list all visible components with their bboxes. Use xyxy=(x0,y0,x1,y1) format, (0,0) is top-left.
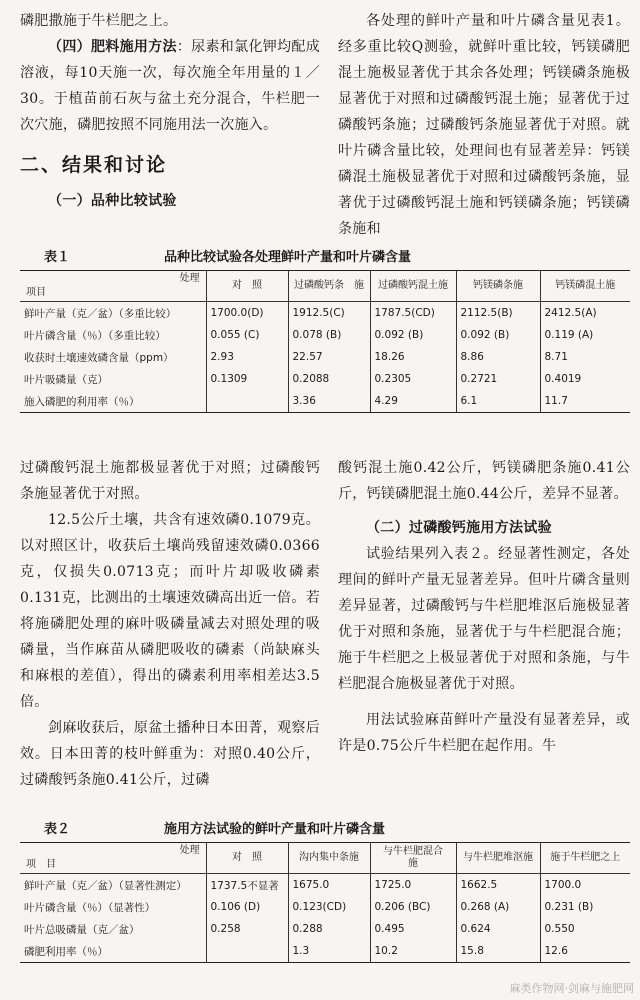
table-cell: 2112.5(B) xyxy=(456,302,540,325)
table-header-row xyxy=(20,843,630,874)
table-header-row xyxy=(20,271,630,302)
table-row xyxy=(20,390,630,413)
column-header: 与牛栏肥堆沤施 xyxy=(456,843,540,874)
table-cell: 1725.0 xyxy=(370,874,456,897)
table-row xyxy=(20,324,630,346)
table-cell: 0.206 (BC) xyxy=(370,896,456,918)
table-cell: 0.258 xyxy=(206,918,288,940)
table-cell: 0.4019 xyxy=(540,368,630,390)
table-cell: 0.119 (A) xyxy=(540,324,630,346)
table-cell xyxy=(206,940,288,963)
table-cell: 1675.0 xyxy=(288,874,370,897)
text-column-right-bottom xyxy=(338,455,630,759)
table-cell: 0.268 (A) xyxy=(456,896,540,918)
column-header: 过磷酸钙混土施 xyxy=(370,271,456,302)
table1-title: 品种比较试验各处理鲜叶产量和叶片磷含量 xyxy=(164,250,412,265)
row-label: 收获时土壤速效磷含量（ppm） xyxy=(24,351,174,364)
section-heading: 二、结果和讨论 xyxy=(20,154,168,176)
table-row xyxy=(20,346,630,368)
table-cell: 18.26 xyxy=(370,346,456,368)
table-cell: 1737.5不显著 xyxy=(206,874,288,897)
table-cell: 15.8 xyxy=(456,940,540,963)
table-cell: 8.71 xyxy=(540,346,630,368)
paragraph: 过磷酸钙混土施都极显著优于对照；过磷酸钙条施显著优于对照。 xyxy=(20,460,320,502)
column-header: 过磷酸钙条 施 xyxy=(288,271,370,302)
row-label: 叶片磷含量（％）（多重比较） xyxy=(24,329,166,342)
paragraph-fertilizer-method xyxy=(20,34,320,138)
column-header: 沟内集中条施 xyxy=(288,843,370,874)
row-label: 叶片吸磷量（克） xyxy=(24,373,108,386)
table-cell: 2.93 xyxy=(206,346,288,368)
table-cell: 22.57 xyxy=(288,346,370,368)
table-cell: 1700.0 xyxy=(540,874,630,897)
table-cell: 0.123(CD) xyxy=(288,896,370,918)
table-cell: 0.092 (B) xyxy=(370,324,456,346)
table-row xyxy=(20,368,630,390)
table1-number: 表１ xyxy=(44,250,71,265)
table-row xyxy=(20,940,630,963)
table-cell: 0.055 (C) xyxy=(206,324,288,346)
table-cell: 0.078 (B) xyxy=(288,324,370,346)
table1 xyxy=(20,270,630,413)
text-column-right-top xyxy=(338,8,630,242)
table-cell: 0.2721 xyxy=(456,368,540,390)
column-header: 施于牛栏肥之上 xyxy=(540,843,630,874)
column-header: 与牛栏肥混合 施 xyxy=(370,843,456,874)
table-cell: 4.29 xyxy=(370,390,456,413)
table-row xyxy=(20,874,630,897)
row-label: 叶片磷含量（％）（显著性） xyxy=(24,901,156,914)
table-cell: 0.2305 xyxy=(370,368,456,390)
table-cell: 8.86 xyxy=(456,346,540,368)
column-header: 钙镁磷条施 xyxy=(456,271,540,302)
text-column-left-top xyxy=(20,8,320,214)
subsection-heading: （一）品种比较试验 xyxy=(48,193,177,209)
row-label: 磷肥利用率（％） xyxy=(24,945,108,958)
table-cell: 0.092 (B) xyxy=(456,324,540,346)
watermark: 麻类作物网·剑麻与施肥网 xyxy=(509,982,634,995)
table-cell xyxy=(206,390,288,413)
row-label: 叶片总吸磷量（克／盆） xyxy=(24,923,140,936)
row-label: 鲜叶产量（克／盆）（多重比较） xyxy=(24,307,177,320)
table2-caption xyxy=(44,818,634,837)
paragraph: 各处理的鲜叶产量和叶片磷含量见表1。经多重比较Q测验，就鲜叶重比较，钙镁磷肥混土施极显著优于其余各处理；钙镁磷条施极显著优于对照和过磷酸钙混土施；显著优于过磷酸钙条施；过磷酸钙条施显著优于对照。就叶片磷含量比较，处理间也有显著差异：钙镁磷混土施极显著优于对照和过磷酸钙条施，显著优于过磷酸钙混土施和钙镁磷条施；钙镁磷条施和 xyxy=(338,13,630,237)
table-cell: 1.3 xyxy=(288,940,370,963)
table-cell: 0.550 xyxy=(540,918,630,940)
row-label: 鲜叶产量（克／盆）（显著性测定） xyxy=(24,879,187,892)
table2-title: 施用方法试验的鲜叶产量和叶片磷含量 xyxy=(164,822,386,837)
table-cell: 1912.5(C) xyxy=(288,302,370,325)
table-corner-cell: 处理 项目 xyxy=(20,271,206,302)
table-row xyxy=(20,302,630,325)
table-cell: 0.106 (D) xyxy=(206,896,288,918)
table-row xyxy=(20,896,630,918)
table-cell: 0.2088 xyxy=(288,368,370,390)
table-cell: 1787.5(CD) xyxy=(370,302,456,325)
paragraph: 剑麻收获后，原盆土播种日本田菁，观察后效。日本田菁的枝叶鲜重为：对照0.40公斤，过磷酸钙条施0.41公斤，过磷 xyxy=(20,720,320,788)
paragraph: 试验结果列入表２。经显著性测定，各处理间的鲜叶产量无显著差异。但叶片磷含量则差异显著，过磷酸钙与牛栏肥堆沤后施极显著优于对照和条施，显著优于与牛栏肥混合施；施于牛栏肥之上极显著优于对照和条施，与牛栏肥混合施极显著优于对照。 xyxy=(338,546,630,692)
table-cell: 0.495 xyxy=(370,918,456,940)
table-cell: 10.2 xyxy=(370,940,456,963)
method-text: ：尿素和氯化钾均配成溶液，每10天施一次，每次施全年用量的１／30。于植苗前石灰与盆土充分混合，牛栏肥一次穴施，磷肥按照不同施用法一次施入。 xyxy=(20,39,321,133)
table2-number: 表２ xyxy=(44,822,71,837)
table-row xyxy=(20,918,630,940)
table-cell: 1700.0(D) xyxy=(206,302,288,325)
row-label: 施入磷肥的利用率（％） xyxy=(24,395,140,408)
text-column-left-bottom xyxy=(20,455,320,793)
table-cell: 6.1 xyxy=(456,390,540,413)
table1-caption xyxy=(44,246,634,265)
table-cell: 12.6 xyxy=(540,940,630,963)
table2 xyxy=(20,842,630,963)
paragraph: 用法试验麻苗鲜叶产量没有显著差异，或许是0.75公斤牛栏肥在起作用。牛 xyxy=(338,712,630,754)
table-cell: 11.7 xyxy=(540,390,630,413)
column-header: 钙镁磷混土施 xyxy=(540,271,630,302)
table-cell: 0.288 xyxy=(288,918,370,940)
paragraph: 磷肥撒施于牛栏肥之上。 xyxy=(20,13,178,29)
column-header: 对 照 xyxy=(206,271,288,302)
table-cell: 0.624 xyxy=(456,918,540,940)
table-cell: 0.231 (B) xyxy=(540,896,630,918)
table-corner-cell: 处理 项 目 xyxy=(20,843,206,874)
table-cell: 1662.5 xyxy=(456,874,540,897)
table-cell: 3.36 xyxy=(288,390,370,413)
table-cell: 0.1309 xyxy=(206,368,288,390)
column-header: 对 照 xyxy=(206,843,288,874)
table-cell: 2412.5(A) xyxy=(540,302,630,325)
paragraph: 12.5公斤土壤，共含有速效磷0.1079克。以对照区计，收获后土壤尚残留速效磷0.0366克，仅损失0.0713克；而叶片却吸收磷素0.131克，比测出的土壤速效磷高出近一倍。若将施磷肥处理的麻叶吸磷量减去对照处理的吸磷量，当作麻苗从磷肥吸收的磷素（尚缺麻头和麻根的差值），得出的磷素利用率相差达3.5倍。 xyxy=(20,512,320,710)
subsection-heading: （二）过磷酸钙施用方法试验 xyxy=(366,520,552,536)
method-label: （四）肥料施用方法 xyxy=(48,39,177,55)
paragraph: 酸钙混土施0.42公斤，钙镁磷肥条施0.41公斤，钙镁磷肥混土施0.44公斤，差异不显著。 xyxy=(338,460,630,502)
